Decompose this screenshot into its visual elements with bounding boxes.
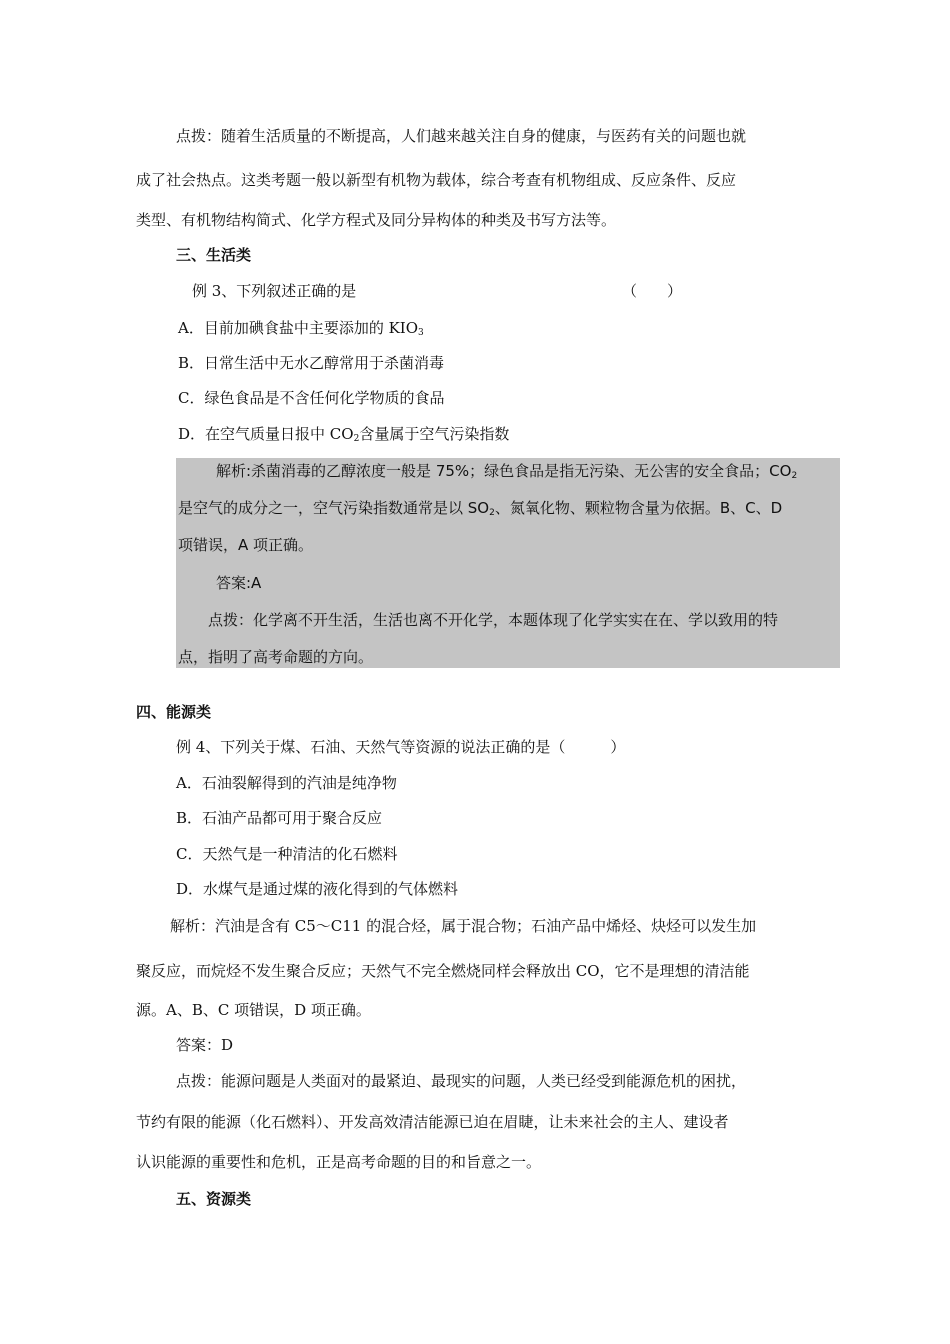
analysis-line: 源。A、B、C 项错误，D 项正确。 [136, 1001, 371, 1019]
section-heading-3: 三、生活类 [176, 246, 252, 264]
analysis-line: 是空气的成分之一，空气污染指数通常是以 $SO_2$、氮氧化物、颗粒物含量为依据。B、C、D [178, 499, 783, 518]
paragraph-line: 类型、有机物结构简式、化学方程式及同分异构体的种类及书写方法等。 [136, 211, 617, 229]
tip-line: 节约有限的能源（化石燃料）、开发高效清洁能源已迫在眉睫，让未来社会的主人、建设者 [136, 1113, 729, 1131]
analysis-highlight-box [176, 458, 840, 668]
answer-line: 答案：D [176, 1036, 234, 1054]
option-d: D．在空气质量日报中 $CO_2$含量属于空气污染指数 [178, 425, 510, 444]
answer-paren: （ ） [622, 282, 683, 300]
section-heading-4: 四、能源类 [136, 703, 212, 721]
option-a: A．石油裂解得到的汽油是纯净物 [176, 774, 397, 792]
paragraph-line: 点拨：随着生活质量的不断提高，人们越来越关注自身的健康，与医药有关的问题也就 [176, 127, 747, 145]
question-3: 例 3、下列叙述正确的是 [192, 282, 357, 300]
analysis-line: 聚反应，而烷烃不发生聚合反应；天然气不完全燃烧同样会释放出 CO，它不是理想的清洁能 [136, 962, 750, 980]
option-b: B．日常生活中无水乙醇常用于杀菌消毒 [178, 354, 445, 372]
option-c: C．绿色食品是不含任何化学物质的食品 [178, 389, 445, 407]
tip-line: 点拨：化学离不开生活，生活也离不开化学，本题体现了化学实实在在、学以致用的特 [208, 611, 779, 629]
tip-line: 点，指明了高考命题的方向。 [178, 648, 374, 666]
tip-line: 认识能源的重要性和危机，正是高考命题的目的和旨意之一。 [136, 1153, 542, 1171]
option-d: D．水煤气是通过煤的液化得到的气体燃料 [176, 880, 459, 898]
option-b: B．石油产品都可用于聚合反应 [176, 809, 383, 827]
option-a: A．目前加碘食盐中主要添加的 $KIO_3$ [178, 319, 424, 338]
paragraph-line: 成了社会热点。这类考题一般以新型有机物为载体，综合考查有机物组成、反应条件、反应 [136, 171, 737, 189]
analysis-line: 解析：汽油是含有 C5～C11 的混合烃，属于混合物；石油产品中烯烃、炔烃可以发生加 [170, 917, 757, 935]
tip-line: 点拨：能源问题是人类面对的最紧迫、最现实的问题，人类已经受到能源危机的困扰， [176, 1072, 747, 1090]
section-heading-5: 五、资源类 [176, 1190, 252, 1208]
analysis-line: 解析:杀菌消毒的乙醇浓度一般是 75%；绿色食品是指无污染、无公害的安全食品；$CO_2$ [216, 462, 798, 481]
option-c: C．天然气是一种清洁的化石燃料 [176, 845, 398, 863]
analysis-line: 项错误，A 项正确。 [178, 536, 314, 554]
answer-line: 答案:A [216, 574, 262, 592]
question-4: 例 4、下列关于煤、石油、天然气等资源的说法正确的是（ ） [176, 738, 626, 756]
